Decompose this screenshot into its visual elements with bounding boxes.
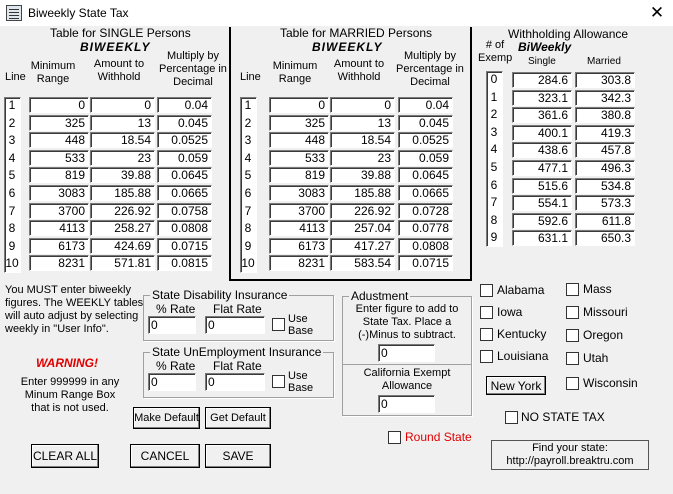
sui-group-title: State UnEmployment Insurance	[152, 345, 322, 359]
single-line-number: 5	[8, 168, 16, 183]
single-col-min: Minimum Range	[30, 60, 76, 85]
married-line-number: 4	[244, 150, 252, 165]
married-line-number: 5	[244, 168, 252, 183]
single-amount-input[interactable]: 571.81	[90, 255, 155, 271]
single-amount-input[interactable]: 258.27	[90, 220, 155, 236]
state-label-kentucky: Kentucky	[497, 327, 547, 341]
married-min-range-input[interactable]: 6173	[269, 238, 329, 254]
state-label-iowa: Iowa	[497, 305, 523, 319]
ca-exempt-input[interactable]: 0	[378, 395, 435, 413]
close-button[interactable]: ✕	[649, 3, 665, 22]
married-percentage-input[interactable]: 0.0665	[398, 185, 453, 201]
allowance-married-input[interactable]: 342.3	[575, 90, 635, 106]
married-line-number: 3	[244, 133, 252, 148]
married-line-number: 8	[244, 221, 252, 236]
single-col-line: Line	[5, 71, 26, 83]
single-percentage-input[interactable]: 0.0715	[157, 238, 212, 254]
single-col-percentage: Multiply by Percentage in Decimal	[159, 50, 227, 88]
single-min-range-input[interactable]: 6173	[29, 238, 89, 254]
married-amount-input[interactable]: 257.04	[330, 220, 395, 236]
married-min-range-input[interactable]: 8231	[269, 255, 329, 271]
sdi-group-title: State Disability Insurance	[152, 288, 288, 302]
instructions-text: You MUST enter biweekly figures. The WEEKLY tables will auto adjust by selecting weekly in "User Info".	[5, 284, 144, 335]
single-line-number: 8	[8, 221, 16, 236]
married-percentage-input[interactable]: 0.0778	[398, 220, 453, 236]
single-percentage-input[interactable]: 0.0758	[157, 203, 212, 219]
single-min-range-input[interactable]: 819	[29, 167, 89, 183]
married-amount-input[interactable]: 185.88	[330, 185, 395, 201]
adjustment-instructions: Enter figure to add to State Tax. Place a (-)Minus to subtract.	[355, 303, 459, 341]
married-line-number: 2	[244, 115, 252, 130]
state-checkbox-utah[interactable]	[566, 352, 579, 365]
single-amount-input[interactable]: 23	[90, 150, 155, 166]
sdi-rate-input[interactable]: 0	[148, 316, 196, 334]
married-amount-input[interactable]: 0	[330, 97, 395, 113]
separator	[343, 364, 471, 365]
single-line-number: 3	[8, 133, 16, 148]
married-amount-input[interactable]: 583.54	[330, 255, 395, 271]
sui-use-base-label: Use Base	[288, 370, 314, 394]
round-state-label: Round State	[405, 430, 472, 444]
single-line-number: 4	[8, 150, 16, 165]
single-min-range-input[interactable]: 0	[29, 97, 89, 113]
married-line-number: 7	[244, 203, 252, 218]
sdi-rate-label: % Rate	[156, 302, 196, 316]
state-label-mass: Mass	[583, 282, 612, 296]
state-label-wisconsin: Wisconsin	[583, 376, 638, 390]
married-percentage-input[interactable]: 0.0728	[398, 203, 453, 219]
married-col-min: Minimum Range	[272, 60, 318, 85]
single-percentage-input[interactable]: 0.0808	[157, 220, 212, 236]
adjustment-title: Adustment	[351, 289, 409, 303]
allowance-exemp-number: 3	[490, 124, 498, 139]
app-icon	[6, 5, 22, 21]
single-min-range-input[interactable]: 3700	[29, 203, 89, 219]
state-label-alabama: Alabama	[497, 283, 545, 297]
allowance-married-input[interactable]: 457.8	[575, 142, 635, 158]
married-line-number: 10	[241, 256, 255, 271]
allowance-col-exemp: # of Exemp	[478, 39, 513, 64]
married-min-range-input[interactable]: 3700	[269, 203, 329, 219]
adjustment-input[interactable]: 0	[378, 344, 435, 362]
married-amount-input[interactable]: 417.27	[330, 238, 395, 254]
divider	[229, 27, 231, 281]
single-amount-input[interactable]: 18.54	[90, 132, 155, 148]
married-min-range-input[interactable]: 0	[269, 97, 329, 113]
married-amount-input[interactable]: 39.88	[330, 167, 395, 183]
single-line-number: 1	[8, 98, 16, 112]
state-checkbox-missouri[interactable]	[566, 306, 579, 319]
allowance-single-input[interactable]: 400.1	[512, 125, 572, 141]
make-default-button[interactable]: Make Default	[133, 407, 200, 429]
single-table-title: Table for SINGLE Persons	[50, 26, 191, 40]
allowance-exemp-number: 4	[490, 142, 498, 157]
married-min-range-input[interactable]: 4113	[269, 220, 329, 236]
allowance-subtitle: BiWeekly	[518, 40, 572, 54]
single-percentage-input[interactable]: 0.059	[157, 150, 212, 166]
married-min-range-input[interactable]: 448	[269, 132, 329, 148]
single-col-amount: Amount to Withhold	[93, 58, 145, 83]
single-percentage-input[interactable]: 0.0815	[157, 255, 212, 271]
window-client	[0, 26, 673, 494]
allowance-exemp-number: 5	[490, 160, 498, 174]
sdi-use-base-label: Use Base	[288, 313, 314, 337]
allowance-exemp-number: 1	[490, 89, 498, 104]
married-line-number: 6	[244, 186, 252, 200]
state-label-oregon: Oregon	[583, 328, 624, 342]
married-table-title: Table for MARRIED Persons	[280, 26, 433, 40]
allowance-married-input[interactable]: 496.3	[575, 160, 635, 176]
sui-rate-label: % Rate	[156, 359, 196, 373]
single-percentage-input[interactable]: 0.0645	[157, 167, 212, 183]
allowance-exemp-number: 2	[490, 107, 498, 122]
single-amount-input[interactable]: 185.88	[90, 185, 155, 201]
married-col-amount: Amount to Withhold	[333, 58, 385, 83]
divider	[230, 279, 472, 281]
allowance-single-input[interactable]: 592.6	[512, 213, 572, 229]
single-amount-input[interactable]: 226.92	[90, 203, 155, 219]
single-min-range-input[interactable]: 4113	[29, 220, 89, 236]
married-min-range-input[interactable]: 325	[269, 115, 329, 131]
state-checkbox-alabama[interactable]	[480, 284, 493, 297]
married-amount-input[interactable]: 18.54	[330, 132, 395, 148]
title-bar[interactable]	[0, 0, 673, 26]
state-checkbox-louisiana[interactable]	[480, 350, 493, 363]
married-percentage-input[interactable]: 0.0808	[398, 238, 453, 254]
married-percentage-input[interactable]: 0.0645	[398, 167, 453, 183]
allowance-single-input[interactable]: 554.1	[512, 195, 572, 211]
warning-text: Enter 999999 in any Minum Range Box that is not used.	[20, 376, 120, 414]
allowance-single-input[interactable]: 284.6	[512, 72, 572, 88]
get-default-button[interactable]: Get Default	[205, 407, 271, 429]
allowance-married-input[interactable]: 573.3	[575, 195, 635, 211]
married-col-percentage: Multiply by Percentage in Decimal	[396, 50, 464, 88]
allowance-exemp-number: 7	[490, 195, 498, 210]
married-amount-input[interactable]: 23	[330, 150, 395, 166]
allowance-col-single: Single	[528, 56, 556, 67]
state-label-missouri: Missouri	[583, 305, 628, 319]
single-percentage-input[interactable]: 0.0525	[157, 132, 212, 148]
single-line-number: 9	[8, 238, 16, 253]
state-label-utah: Utah	[583, 351, 609, 365]
single-min-range-input[interactable]: 8231	[29, 255, 89, 271]
single-amount-input[interactable]: 0	[90, 97, 155, 113]
single-line-number: 10	[5, 256, 19, 271]
married-amount-input[interactable]: 13	[330, 115, 395, 131]
clear-all-button[interactable]: CLEAR ALL	[31, 444, 99, 468]
single-percentage-input[interactable]: 0.045	[157, 115, 212, 131]
allowance-single-input[interactable]: 438.6	[512, 142, 572, 158]
married-amount-input[interactable]: 226.92	[330, 203, 395, 219]
no-state-tax-label: NO STATE TAX	[521, 410, 605, 424]
sui-flat-label: Flat Rate	[213, 359, 262, 373]
sdi-flat-label: Flat Rate	[213, 302, 262, 316]
single-min-range-input[interactable]: 448	[29, 132, 89, 148]
ca-exempt-label: California Exempt Allowance	[363, 367, 451, 392]
state-checkbox-mass[interactable]	[566, 283, 579, 296]
allowance-single-input[interactable]: 515.6	[512, 178, 572, 194]
allowance-exemp-number: 6	[490, 177, 498, 192]
allowance-exemp-number: 0	[490, 72, 498, 86]
allowance-exemp-number: 9	[490, 230, 498, 245]
warning-title: WARNING!	[36, 356, 98, 370]
allowance-single-input[interactable]: 323.1	[512, 90, 572, 106]
single-min-range-input[interactable]: 325	[29, 115, 89, 131]
single-table-subtitle: BIWEEKLY	[80, 40, 151, 54]
save-button[interactable]: SAVE	[205, 444, 271, 468]
allowance-exemp-number: 8	[490, 212, 498, 227]
married-percentage-input[interactable]: 0.04	[398, 97, 453, 113]
sdi-flat-input[interactable]: 0	[205, 316, 265, 334]
married-min-range-input[interactable]: 3083	[269, 185, 329, 201]
new-york-button[interactable]: New York	[486, 376, 546, 395]
single-line-number: 2	[8, 115, 16, 130]
sui-rate-input[interactable]: 0	[148, 373, 196, 391]
single-min-range-input[interactable]: 3083	[29, 185, 89, 201]
married-line-number: 1	[244, 98, 252, 112]
married-percentage-input[interactable]: 0.0715	[398, 255, 453, 271]
married-percentage-input[interactable]: 0.0525	[398, 132, 453, 148]
single-percentage-input[interactable]: 0.0665	[157, 185, 212, 201]
allowance-single-input[interactable]: 477.1	[512, 160, 572, 176]
round-state-checkbox[interactable]	[388, 431, 401, 444]
cancel-button[interactable]: CANCEL	[130, 444, 200, 468]
sui-use-base-checkbox[interactable]	[272, 375, 285, 388]
single-amount-input[interactable]: 39.88	[90, 167, 155, 183]
married-percentage-input[interactable]: 0.059	[398, 150, 453, 166]
state-checkbox-iowa[interactable]	[480, 306, 493, 319]
allowance-married-input[interactable]: 303.8	[575, 72, 635, 88]
state-checkbox-wisconsin[interactable]	[566, 377, 579, 390]
single-amount-input[interactable]: 13	[90, 115, 155, 131]
state-checkbox-kentucky[interactable]	[480, 328, 493, 341]
married-min-range-input[interactable]: 819	[269, 167, 329, 183]
married-line-number: 9	[244, 238, 252, 253]
single-min-range-input[interactable]: 533	[29, 150, 89, 166]
married-percentage-input[interactable]: 0.045	[398, 115, 453, 131]
window-title: Biweekly State Tax	[28, 6, 129, 20]
allowance-col-married: Married	[587, 56, 621, 67]
single-line-number: 7	[8, 203, 16, 218]
married-min-range-input[interactable]: 533	[269, 150, 329, 166]
find-state-box: Find your state: http://payroll.breaktru.com	[491, 440, 649, 470]
married-col-line: Line	[240, 71, 261, 83]
allowance-single-input[interactable]: 631.1	[512, 230, 572, 246]
allowance-married-input[interactable]: 534.8	[575, 178, 635, 194]
single-line-number: 6	[8, 186, 16, 200]
allowance-married-input[interactable]: 650.3	[575, 230, 635, 246]
no-state-tax-checkbox[interactable]	[505, 411, 518, 424]
allowance-single-input[interactable]: 361.6	[512, 107, 572, 123]
sdi-use-base-checkbox[interactable]	[272, 318, 285, 331]
sui-flat-input[interactable]: 0	[205, 373, 265, 391]
single-percentage-input[interactable]: 0.04	[157, 97, 212, 113]
allowance-married-input[interactable]: 380.8	[575, 107, 635, 123]
married-table-subtitle: BIWEEKLY	[312, 40, 383, 54]
allowance-married-input[interactable]: 611.8	[575, 213, 635, 229]
single-amount-input[interactable]: 424.69	[90, 238, 155, 254]
allowance-title: Withholding Allowance	[508, 27, 629, 41]
state-checkbox-oregon[interactable]	[566, 329, 579, 342]
state-label-louisiana: Louisiana	[497, 349, 549, 363]
allowance-married-input[interactable]: 419.3	[575, 125, 635, 141]
divider	[470, 27, 472, 281]
